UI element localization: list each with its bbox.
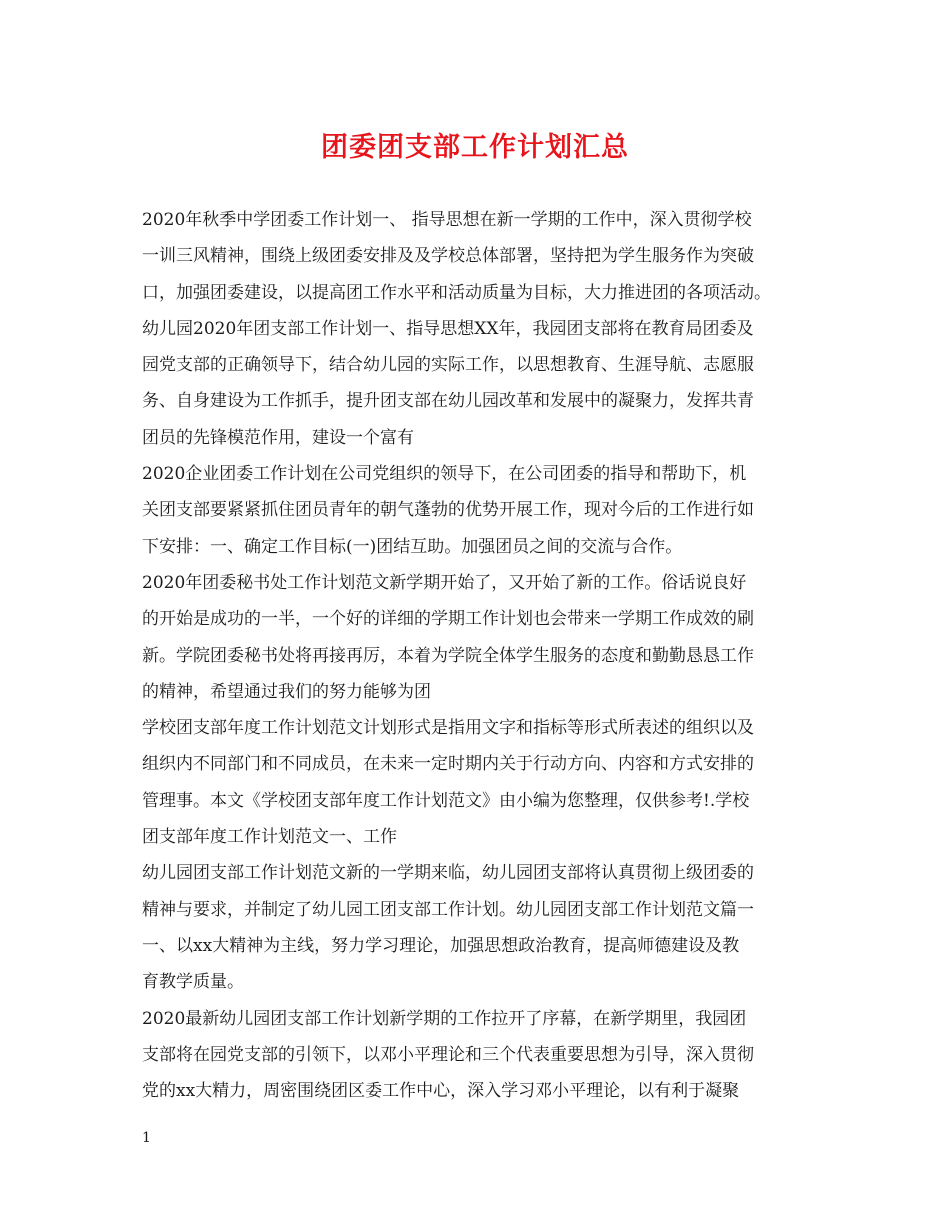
text-line: 的精神，希望通过我们的努力能够为团 (142, 681, 431, 702)
text-line: 育教学质量。 (142, 972, 244, 993)
page-number: 1 (142, 1130, 151, 1146)
text-line: 幼儿园2020年团支部工作计划一、指导思想XX年，我园团支部将在教育局团委及 (142, 318, 754, 339)
text-line: 口，加强团委建设，以提高团工作水平和活动质量为目标，大力推进团的各项活动。 (142, 282, 771, 303)
text-line: 管理事。本文《学校团支部年度工作计划范文》由小编为您整理，仅供参考!.学校 (142, 790, 750, 811)
text-line: 务、自身建设为工作抓手，提升团支部在幼儿园改革和发展中的凝聚力，发挥共青 (142, 391, 754, 412)
text-line: 组织内不同部门和不同成员，在未来一定时期内关于行动方向、内容和方式安排的 (142, 754, 754, 775)
document-title: 团委团支部工作计划汇总 (321, 132, 629, 163)
text-line: 党的xx大精力，周密围绕团区委工作中心，深入学习邓小平理论，以有利于凝聚 (142, 1081, 740, 1102)
text-line: 的开始是成功的一半，一个好的详细的学期工作计划也会带来一学期工作成效的刷 (142, 609, 754, 630)
text-line: 团员的先锋模范作用，建设一个富有 (142, 427, 414, 448)
text-line: 精神与要求，并制定了幼儿园工团支部工作计划。幼儿园团支部工作计划范文篇一 (142, 899, 754, 920)
text-line: 支部将在园党支部的引领下，以邓小平理论和三个代表重要思想为引导，深入贯彻 (142, 1044, 754, 1065)
document-body (142, 202, 818, 1109)
text-line: 一、以xx大精神为主线，努力学习理论，加强思想政治教育，提高师德建设及教 (142, 935, 740, 956)
text-line: 园党支部的正确领导下，结合幼儿园的实际工作，以思想教育、生涯导航、志愿服 (142, 355, 754, 376)
text-line: 2020企业团委工作计划在公司党组织的领导下，在公司团委的指导和帮助下，机 (142, 464, 747, 485)
text-line: 学校团支部年度工作计划范文计划形式是指用文字和指标等形式所表述的组织以及 (142, 718, 754, 739)
text-line: 团支部年度工作计划范文一、工作 (142, 827, 397, 848)
text-line: 2020最新幼儿园团支部工作计划新学期的工作拉开了序幕，在新学期里，我园团 (142, 1008, 747, 1029)
text-line: 幼儿园团支部工作计划范文新的一学期来临，幼儿园团支部将认真贯彻上级团委的 (142, 863, 754, 884)
text-line: 一训三风精神，围绕上级团委安排及及学校总体部署，坚持把为学生服务作为突破 (142, 246, 754, 267)
text-line: 下安排：一、确定工作目标(一)团结互助。加强团员之间的交流与合作。 (142, 536, 683, 557)
text-line: 2020年团委秘书处工作计划范文新学期开始了，又开始了新的工作。俗话说良好 (142, 572, 747, 593)
text-line: 关团支部要紧紧抓住团员青年的朝气蓬勃的优势开展工作，现对今后的工作进行如 (142, 500, 754, 521)
text-line: 新。学院团委秘书处将再接再厉，本着为学院全体学生服务的态度和勤勤恳恳工作 (142, 645, 754, 666)
text-line: 2020年秋季中学团委工作计划一、 指导思想在新一学期的工作中，深入贯彻学校 (142, 210, 752, 230)
